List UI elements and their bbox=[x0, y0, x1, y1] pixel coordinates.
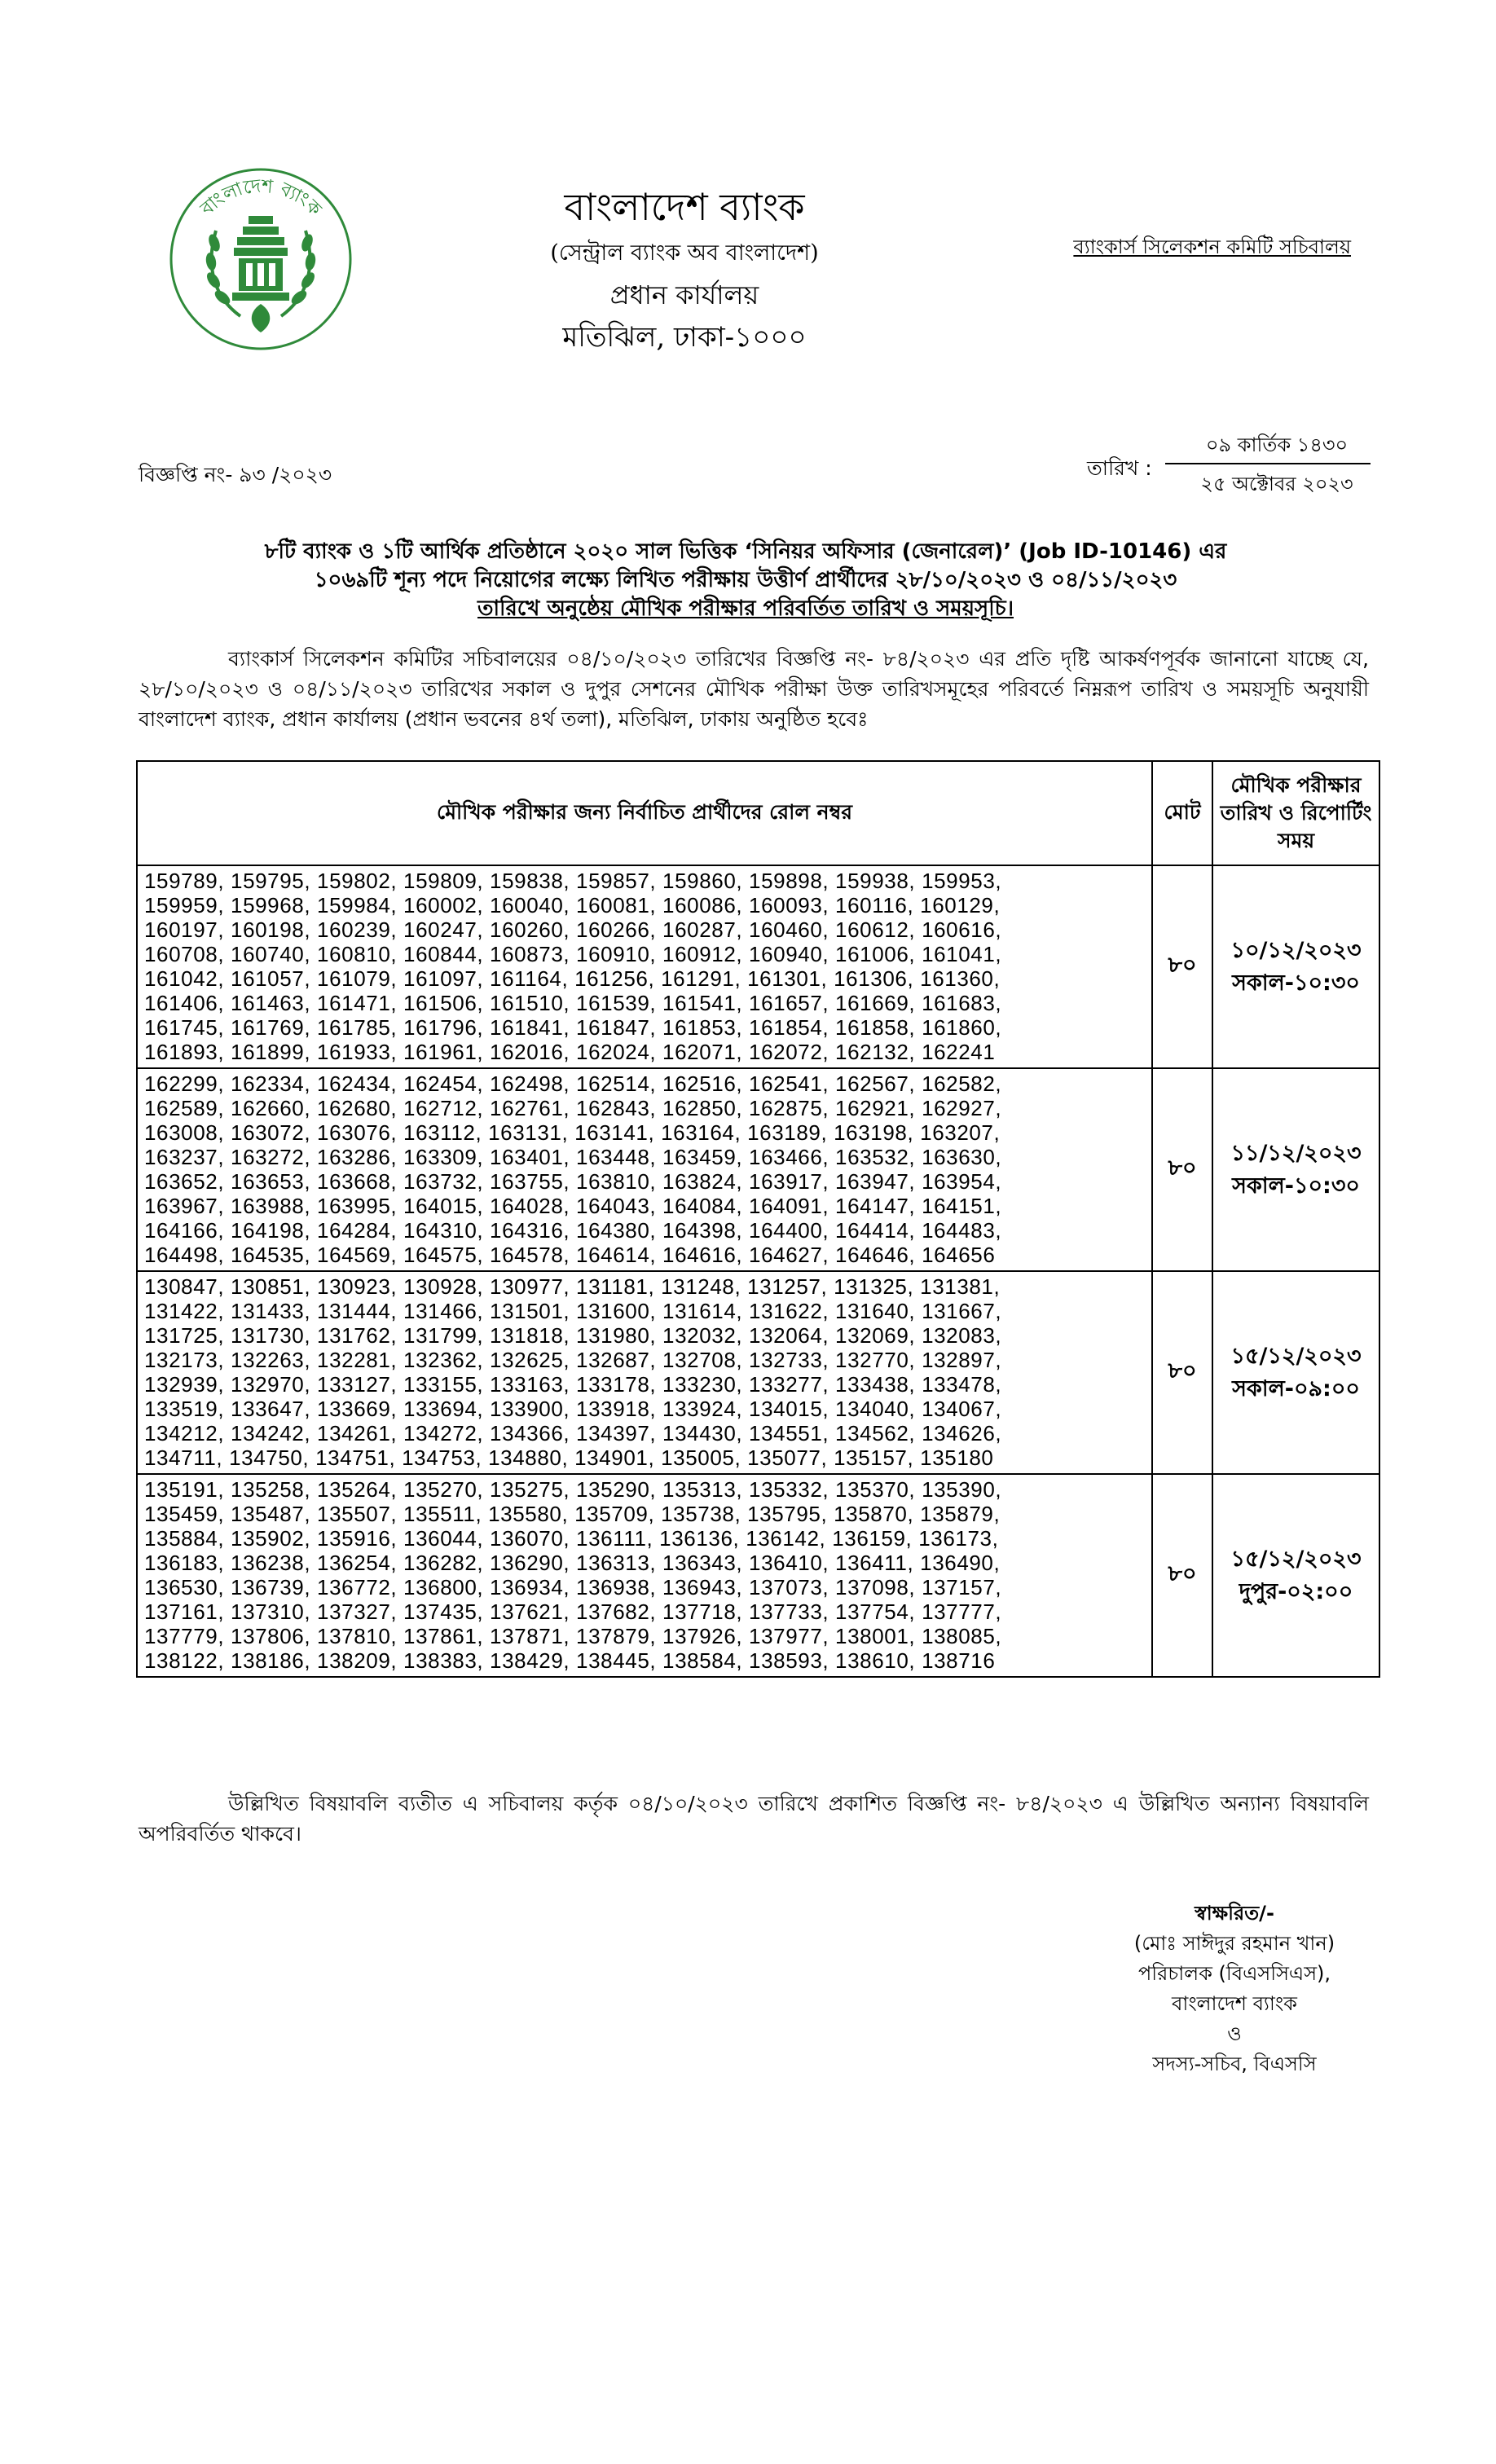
reporting-time: সকাল-১০:৩০ bbox=[1232, 970, 1360, 996]
date-label: তারিখ : bbox=[1087, 456, 1152, 480]
roll-line: 159959, 159968, 159984, 160002, 160040, 160081, 160086, 160093, 160116, 160129, bbox=[144, 893, 1001, 917]
roll-line: 161893, 161899, 161933, 161961, 162016, 162024, 162071, 162072, 162132, 162241 bbox=[144, 1040, 996, 1064]
roll-line: 161406, 161463, 161471, 161506, 161510, 161539, 161541, 161657, 161669, 161683, bbox=[144, 991, 1002, 1015]
roll-line: 161042, 161057, 161079, 161097, 161164, 161256, 161291, 161301, 161306, 161360, bbox=[144, 966, 1001, 991]
schedule-header-line-1: মৌখিক পরীক্ষার bbox=[1230, 773, 1362, 797]
reporting-time: সকাল-০৯:০০ bbox=[1232, 1375, 1360, 1401]
roll-line: 162299, 162334, 162434, 162454, 162498, 162514, 162516, 162541, 162567, 162582, bbox=[144, 1071, 1002, 1096]
viva-date: ১৫/১২/২০২৩ bbox=[1230, 1546, 1362, 1572]
roll-numbers-cell bbox=[137, 865, 1152, 1068]
schedule-cell bbox=[1212, 865, 1379, 1068]
roll-line: 131422, 131433, 131444, 131466, 131501, 131600, 131614, 131622, 131640, 131667, bbox=[144, 1299, 1002, 1323]
roll-line: 134212, 134242, 134261, 134272, 134366, 134397, 134430, 134551, 134562, 134626, bbox=[144, 1421, 1002, 1445]
reporting-time: দুপুর-০২:০০ bbox=[1239, 1578, 1353, 1604]
intro-paragraph: ব্যাংকার্স সিলেকশন কমিটির সচিবালয়ের ০৪/১০/২০২৩ তারিখের বিজ্ঞপ্তি নং- ৮৪/২০২৩ এর প্রতি দৃষ্টি আকর্ষণপূর্বক জানানো যাচ্ছে যে, ২৮/১০/২০২৩ ও ০৪/১১/২০২৩ তারিখের সকাল ও দুপুর সেশনের মৌখিক পরীক্ষা উক্ত তারিখসমূহের পরিবর্তে নিম্নরূপ তারিখ ও সময়সূচি অনুযায়ী বাংলাদেশ ব্যাংক, প্রধান কার্যালয় (প্রধান ভবনের ৪র্থ তলা), মতিঝিল, ঢাকায় অনুষ্ঠিত হবেঃ bbox=[139, 647, 1369, 731]
signatory-role: সদস্য-সচিব, বিএসসি bbox=[1152, 2053, 1317, 2075]
signature-signed: স্বাক্ষরিত/- bbox=[1195, 1902, 1274, 1925]
roll-line: 137161, 137310, 137327, 137435, 137621, 137682, 137718, 137733, 137754, 137777, bbox=[144, 1599, 1002, 1624]
roll-line: 135884, 135902, 135916, 136044, 136070, 136111, 136136, 136142, 136159, 136173, bbox=[144, 1526, 999, 1551]
total-count-cell: ৮০ bbox=[1152, 1068, 1212, 1271]
roll-number-table bbox=[136, 760, 1380, 1678]
roll-line: 135191, 135258, 135264, 135270, 135275, 135290, 135313, 135332, 135370, 135390, bbox=[144, 1477, 1002, 1502]
schedule-cell bbox=[1212, 1068, 1379, 1271]
roll-line: 164498, 164535, 164569, 164575, 164578, 164614, 164616, 164627, 164646, 164656 bbox=[144, 1243, 996, 1267]
viva-date: ১১/১২/২০২৩ bbox=[1230, 1140, 1362, 1166]
signatory-organization: বাংলাদেশ ব্যাংক bbox=[1172, 1992, 1297, 2015]
viva-date: ১০/১২/২০২৩ bbox=[1230, 937, 1362, 963]
bank-subtitle: (সেন্ট্রাল ব্যাংক অব বাংলাদেশ) bbox=[550, 240, 819, 266]
roll-line: 136530, 136739, 136772, 136800, 136934, 136938, 136943, 137073, 137098, 137157, bbox=[144, 1575, 1002, 1599]
notice-title-line-3: তারিখে অনুষ্ঠেয় মৌখিক পরীক্ষার পরিবর্তিত তারিখ ও সময়সূচি। bbox=[477, 596, 1014, 621]
notice-title-line-1: ৮টি ব্যাংক ও ১টি আর্থিক প্রতিষ্ঠানে ২০২০ সাল ভিত্তিক ‘সিনিয়র অফিসার (জেনারেল)’ (Job ID-10146) এর bbox=[264, 539, 1227, 564]
bank-name: বাংলাদেশ ব্যাংক bbox=[564, 185, 805, 229]
roll-line: 163967, 163988, 163995, 164015, 164028, 164043, 164084, 164091, 164147, 164151, bbox=[144, 1194, 1002, 1218]
total-count-cell: ৮০ bbox=[1152, 1271, 1212, 1474]
bangladesh-bank-seal-logo bbox=[167, 165, 354, 353]
roll-line: 160708, 160740, 160810, 160844, 160873, 160910, 160912, 160940, 161006, 161041, bbox=[144, 942, 1002, 966]
roll-numbers-cell bbox=[137, 1068, 1152, 1271]
office-name: প্রধান কার্যালয় bbox=[609, 279, 759, 310]
signatory-designation: পরিচালক (বিএসসিএস), bbox=[1137, 1962, 1331, 1985]
schedule-cell bbox=[1212, 1271, 1379, 1474]
signatory-conjunction: ও bbox=[1227, 2022, 1242, 2045]
roll-line: 160197, 160198, 160239, 160247, 160260, 160266, 160287, 160460, 160612, 160616, bbox=[144, 917, 1002, 942]
roll-line: 132939, 132970, 133127, 133155, 133163, 133178, 133230, 133277, 133438, 133478, bbox=[144, 1372, 1002, 1397]
date-english: ২৫ অক্টোবর ২০২৩ bbox=[1200, 473, 1353, 495]
table-row bbox=[137, 1474, 1379, 1677]
reporting-time: সকাল-১০:৩০ bbox=[1232, 1173, 1360, 1199]
total-count-cell: ৮০ bbox=[1152, 865, 1212, 1068]
secretariat-label: ব্যাংকার্স সিলেকশন কমিটি সচিবালয় bbox=[1073, 235, 1351, 258]
column-header-total: মোট bbox=[1152, 761, 1212, 865]
table-header-row bbox=[137, 761, 1379, 865]
table-row bbox=[137, 1068, 1379, 1271]
date-bangla: ০৯ কার্তিক ১৪৩০ bbox=[1205, 433, 1349, 456]
schedule-header-line-3: সময় bbox=[1277, 829, 1315, 852]
roll-line: 164166, 164198, 164284, 164310, 164316, 164380, 164398, 164400, 164414, 164483, bbox=[144, 1218, 1002, 1243]
roll-line: 137779, 137806, 137810, 137861, 137871, 137879, 137926, 137977, 138001, 138085, bbox=[144, 1624, 1002, 1648]
roll-line: 163652, 163653, 163668, 163732, 163755, 163810, 163824, 163917, 163947, 163954, bbox=[144, 1169, 1002, 1194]
office-address: মতিঝিল, ঢাকা-১০০০ bbox=[562, 321, 807, 354]
schedule-cell bbox=[1212, 1474, 1379, 1677]
schedule-header-line-2: তারিখ ও রিপোর্টিং bbox=[1220, 801, 1372, 825]
roll-line: 133519, 133647, 133669, 133694, 133900, 133918, 133924, 134015, 134040, 134067, bbox=[144, 1397, 1002, 1421]
total-count-cell: ৮০ bbox=[1152, 1474, 1212, 1677]
notice-reference: বিজ্ঞপ্তি নং- ৯৩ /২০২৩ bbox=[139, 463, 332, 486]
table-row bbox=[137, 865, 1379, 1068]
date-divider bbox=[1165, 463, 1371, 464]
seal-text: বাংলাদেশ ব্যাংক bbox=[196, 175, 326, 221]
roll-line: 161745, 161769, 161785, 161796, 161841, 161847, 161853, 161854, 161858, 161860, bbox=[144, 1015, 1002, 1040]
roll-line: 138122, 138186, 138209, 138383, 138429, 138445, 138584, 138593, 138610, 138716 bbox=[144, 1648, 996, 1673]
roll-line: 135459, 135487, 135507, 135511, 135580, 135709, 135738, 135795, 135870, 135879, bbox=[144, 1502, 1001, 1526]
table-row bbox=[137, 1271, 1379, 1474]
roll-line: 131725, 131730, 131762, 131799, 131818, 131980, 132032, 132064, 132069, 132083, bbox=[144, 1323, 1002, 1348]
roll-line: 163008, 163072, 163076, 163112, 163131, 163141, 163164, 163189, 163198, 163207, bbox=[144, 1120, 1001, 1145]
notice-title-line-2: ১০৬৯টি শূন্য পদে নিয়োগের লক্ষ্যে লিখিত পরীক্ষায় উত্তীর্ণ প্রার্থীদের ২৮/১০/২০২৩ ও ০৪/১১/২০২৩ bbox=[314, 568, 1177, 592]
signatory-name: (মোঃ সাঈদুর রহমান খান) bbox=[1133, 1932, 1335, 1955]
roll-line: 130847, 130851, 130923, 130928, 130977, 131181, 131248, 131257, 131325, 131381, bbox=[144, 1274, 1001, 1299]
roll-line: 163237, 163272, 163286, 163309, 163401, 163448, 163459, 163466, 163532, 163630, bbox=[144, 1145, 1002, 1169]
roll-line: 134711, 134750, 134751, 134753, 134880, 134901, 135005, 135077, 135157, 135180 bbox=[144, 1445, 994, 1470]
roll-line: 162589, 162660, 162680, 162712, 162761, 162843, 162850, 162875, 162921, 162927, bbox=[144, 1096, 1002, 1120]
roll-numbers-cell bbox=[137, 1271, 1152, 1474]
roll-line: 136183, 136238, 136254, 136282, 136290, 136313, 136343, 136410, 136411, 136490, bbox=[144, 1551, 1001, 1575]
closing-paragraph: উল্লিখিত বিষয়াবলি ব্যতীত এ সচিবালয় কর্তৃক ০৪/১০/২০২৩ তারিখে প্রকাশিত বিজ্ঞপ্তি নং- ৮৪/২০২৩ এ উল্লিখিত অন্যান্য বিষয়াবলি অপরিবর্তিত থাকবে। bbox=[139, 1792, 1369, 1846]
column-header-roll: মৌখিক পরীক্ষার জন্য নির্বাচিত প্রার্থীদের রোল নম্বর bbox=[137, 761, 1152, 865]
viva-date: ১৫/১২/২০২৩ bbox=[1230, 1343, 1362, 1369]
roll-line: 132173, 132263, 132281, 132362, 132625, 132687, 132708, 132733, 132770, 132897, bbox=[144, 1348, 1002, 1372]
roll-line: 159789, 159795, 159802, 159809, 159838, 159857, 159860, 159898, 159938, 159953, bbox=[144, 869, 1002, 893]
column-header-schedule bbox=[1212, 761, 1379, 865]
roll-numbers-cell bbox=[137, 1474, 1152, 1677]
